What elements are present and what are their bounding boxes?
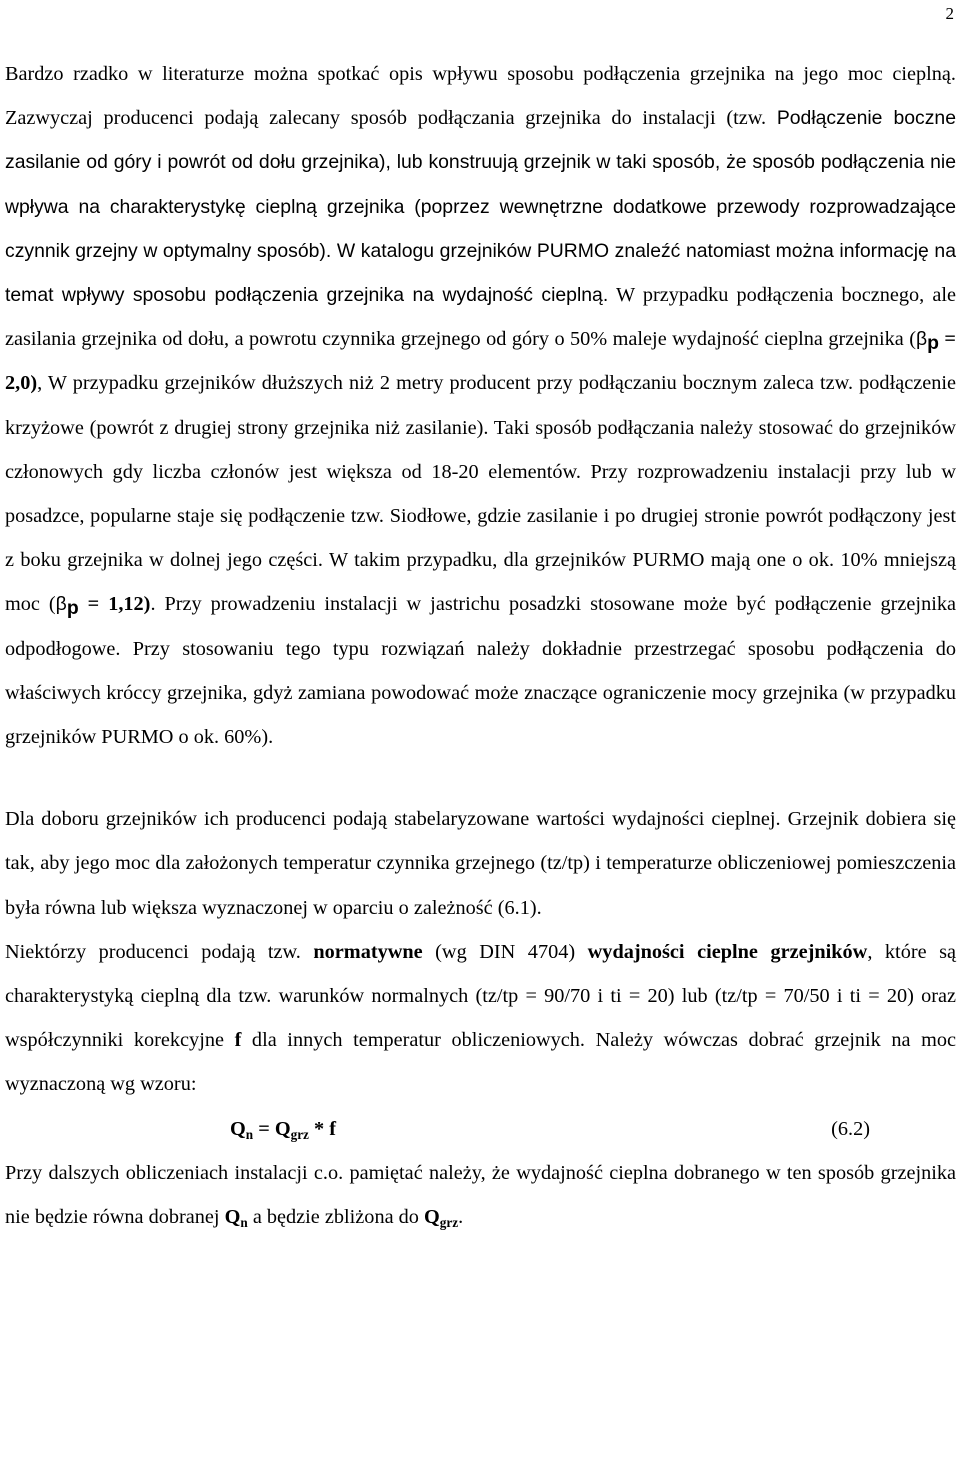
formula-row bbox=[5, 1107, 956, 1151]
p3-text-e: , które są charakterystyką cieplną dla tzw. warunków normalnych (tz/tp = 90/70 i ti = 20) lub (tz/tp = 70/50 i ti = 20) oraz współczynniki korekcyjne bbox=[5, 940, 957, 1052]
formula-q-sub: n bbox=[245, 1126, 254, 1142]
p4-text-b: a będzie zbliżona do bbox=[247, 1205, 425, 1228]
formula-number: (6.2) bbox=[831, 1117, 870, 1140]
p3-text-g: dla innych temperatur obliczeniowych. Należy wówczas dobrać grzejnik na moc wyznaczoną wg wzoru: bbox=[5, 1029, 956, 1096]
formula-eq: = Q bbox=[253, 1117, 291, 1140]
p1-text-a: Bardzo rzadko w literaturze można spotkać opis wpływu sposobu podłączenia grzejnika na jego moc cieplną. Zazwyczaj producenci podają zalecany sposób podłączania grzejnika do instalacji (tzw. bbox=[5, 63, 956, 130]
p4-qn-sub: n bbox=[240, 1214, 248, 1230]
beta-symbol-2: β bbox=[55, 593, 67, 616]
p4-qgrz-sub: grz bbox=[439, 1214, 459, 1230]
p4-text-c: . bbox=[458, 1205, 464, 1228]
p3-text-c: (wg DIN 4704) bbox=[422, 940, 588, 963]
p1-text-d: W przypadku podłączenia bocznego, ale zasilania grzejnika od dołu, a powrotu czynnika grzejnego od góry o 50% maleje wydajność cieplna grzejnika ( bbox=[5, 284, 956, 351]
beta-symbol-1: β bbox=[915, 328, 928, 351]
p3-bold-wydajnosci: wydajności cieplne grzejników bbox=[587, 940, 868, 963]
p3-bold-normatywne: normatywne bbox=[313, 940, 423, 963]
beta-value-1: = 2,0) bbox=[5, 328, 956, 395]
page-body bbox=[5, 52, 956, 1241]
paragraph-normative-output bbox=[5, 930, 956, 1107]
formula-qgrz-sub: grz bbox=[290, 1126, 309, 1142]
beta-subscript-2: p bbox=[66, 597, 79, 620]
beta-value-2: = 1,12) bbox=[78, 593, 151, 616]
p1-text-f: . Przy prowadzeniu instalacji w jastrichu posadzki stosowane może być podłączenie grzejnika odpodłogowe. Przy stosowaniu tego typu rozwiązań należy dokładnie przestrzegać sposobu podłączenia do właściwych króccy grzejnika, gdyż zamiana powodować może znaczące ograniczenie mocy grzejnika (w przypadku grzejników PURMO o ok. 60%). bbox=[5, 593, 956, 749]
formula bbox=[230, 1107, 336, 1153]
formula-q: Q bbox=[230, 1117, 246, 1140]
p4-qn: Q bbox=[224, 1205, 241, 1228]
formula-rest: * f bbox=[308, 1117, 336, 1140]
p3-bold-f: f bbox=[234, 1029, 242, 1052]
paragraph-final-note bbox=[5, 1151, 956, 1241]
page-number: 2 bbox=[945, 4, 954, 23]
p4-text-a: Przy dalszych obliczeniach instalacji c.o. pamiętać należy, że wydajność cieplna dobranego w ten sposób grzejnika nie będzie równa dobranej bbox=[5, 1161, 956, 1228]
beta-subscript-1: p bbox=[927, 332, 939, 355]
p4-qgrz: Q bbox=[424, 1205, 440, 1228]
p3-text-a: Niektórzy producenci podają tzw. bbox=[5, 940, 314, 963]
p1-text-b: Podłączenie boczne zasilanie od góry i powrót od dołu grzejnika), lub konstruują grzejnik w taki sposób, że sposób podłączenia nie wpływa na charakterystykę cieplną grzejnika (poprzez wewnętrzne dodatkowe przewody rozprowadzające czynnik grzejny w optymalny sposób). bbox=[5, 107, 956, 262]
paragraph-connection-methods bbox=[5, 52, 956, 759]
p1-text-e: , W przypadku grzejników dłuższych niż 2 metry producent przy podłączaniu bocznym zaleca tzw. podłączenie krzyżowe (powrót z drugiej strony grzejnika niż zasilanie). Taki sposób podłączania należy stosować do grzejników członowych gdy liczba członów jest większa od 18-20 elementów. Przy rozprowadzeniu instalacji przy lub w posadzce, popularne staje się podłączenie tzw. Siodłowe, gdzie zasilanie i po drugiej stronie powrót podłączony jest z boku grzejnika w dolnej jego części. W takim przypadku, dla grzejników PURMO mają one o ok. 10% mniejszą moc ( bbox=[5, 372, 956, 616]
p1-text-c: W katalogu grzejników PURMO znaleźć natomiast można informację na temat wpływy sposobu podłączenia grzejnika na wydajność cieplną. bbox=[5, 239, 957, 307]
paragraph-radiator-selection: Dla doboru grzejników ich producenci podają stabelaryzowane wartości wydajności cieplnej. Grzejnik dobiera się tak, aby jego moc dla założonych temperatur czynnika grzejnego (tz/tp) i temperaturze obliczeniowej pomieszczenia była równa lub większa wyznaczonej w oparciu o zależność (6.1). bbox=[5, 808, 956, 919]
